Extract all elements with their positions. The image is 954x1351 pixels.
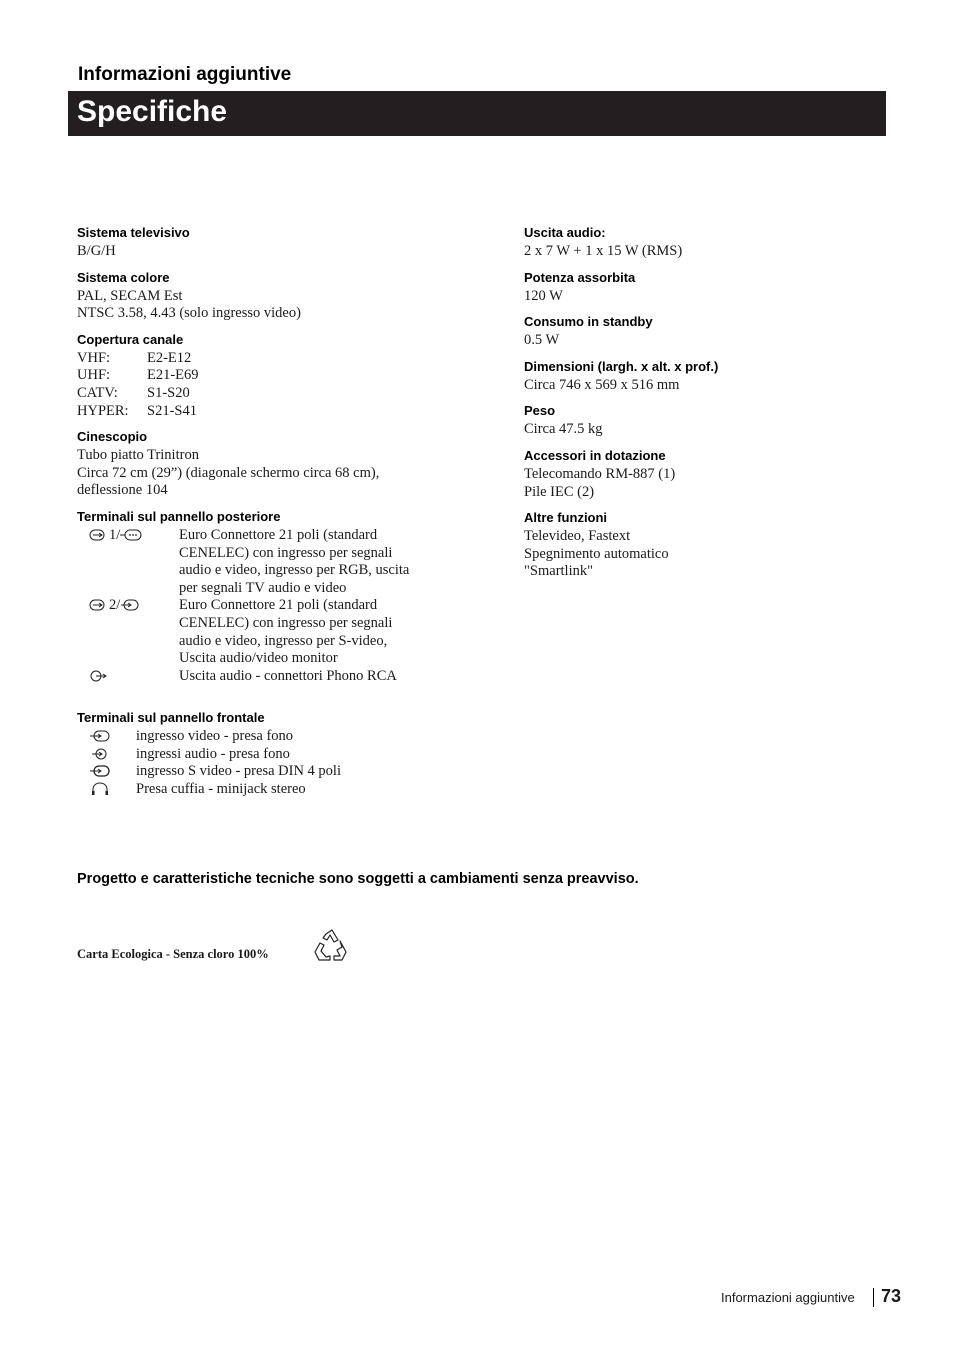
picture-tube-line: Tubo piatto Trinitron (77, 447, 199, 464)
other-functions-heading: Altre funzioni (524, 510, 608, 526)
terminal-desc-line: CENELEC) con ingresso per segnali (179, 614, 393, 631)
terminal-desc-line: Uscita audio - connettori Phono RCA (179, 667, 397, 684)
channel-band: UHF: (77, 367, 111, 384)
footer-divider (873, 1288, 874, 1307)
terminal-desc-line: Euro Connettore 21 poli (standard (179, 526, 378, 543)
accessories-line: Pile IEC (2) (524, 483, 595, 500)
rear-terminals-heading: Terminali sul pannello posteriore (77, 508, 281, 524)
accessories-line: Telecomando RM-887 (1) (524, 465, 676, 482)
other-functions-line: Spegnimento automatico (524, 545, 669, 562)
front-terminal-item (77, 781, 477, 800)
scart-rgb-icon (120, 528, 142, 542)
weight-value: Circa 47.5 kg (524, 421, 603, 438)
other-functions-line: Televideo, Fastext (524, 528, 631, 545)
scart-svideo-icon (120, 598, 140, 612)
rear-terminal-item (77, 597, 477, 667)
terminal-desc-line: audio e video, ingresso per S-video, (179, 632, 388, 649)
channel-range: S21-S41 (147, 402, 197, 419)
dimensions-value: Circa 746 x 569 x 516 mm (524, 376, 680, 393)
front-terminals-heading: Terminali sul pannello frontale (77, 710, 265, 726)
scart-input-icon (89, 598, 109, 612)
power-heading: Potenza assorbita (524, 269, 636, 285)
audio-in-icon (89, 747, 111, 761)
terminal-desc-line: Euro Connettore 21 poli (standard (179, 597, 378, 614)
terminal-desc-line: per segnali TV audio e video (179, 579, 347, 596)
specs-left-column (77, 224, 477, 800)
terminal-desc-line: audio e video, ingresso per RGB, uscita (179, 562, 410, 579)
channel-coverage-heading: Copertura canale (77, 331, 184, 347)
terminal-desc-line: CENELEC) con ingresso per segnali (179, 544, 393, 561)
channel-row (77, 367, 477, 385)
eco-paper-label: Carta Ecologica - Senza cloro 100% (77, 947, 269, 961)
color-system-line: PAL, SECAM Est (77, 287, 183, 304)
picture-tube-line: deflessione 104 (77, 482, 168, 499)
terminal-number: 2/ (109, 597, 121, 614)
terminal-desc-line: Uscita audio/video monitor (179, 650, 338, 667)
power-value: 120 W (524, 287, 563, 304)
change-notice: Progetto e caratteristiche tecniche sono soggetti a cambiamenti senza preavviso. (77, 871, 639, 887)
channel-range: S1-S20 (147, 384, 190, 401)
scart-input-icon (89, 528, 109, 542)
footer-section: Informazioni aggiuntive (721, 1290, 855, 1305)
audio-output-heading: Uscita audio: (524, 225, 606, 240)
audio-out-icon (89, 669, 109, 683)
tv-system-heading: Sistema televisivo (77, 225, 190, 240)
accessories-heading: Accessori in dotazione (524, 447, 666, 463)
specs-right-column (524, 224, 904, 581)
channel-band: HYPER: (77, 402, 129, 419)
standby-heading: Consumo in standby (524, 314, 653, 330)
picture-tube-heading: Cinescopio (77, 429, 148, 445)
front-terminal-item (77, 728, 477, 746)
front-terminal-text: ingresso video - presa fono (136, 728, 294, 745)
front-terminal-text: ingressi audio - presa fono (136, 745, 290, 762)
section-label: Informazioni aggiuntive (78, 64, 292, 85)
headphones-icon (89, 781, 111, 797)
front-terminal-item (77, 763, 477, 781)
page-number: 73 (881, 1286, 902, 1306)
channel-band: VHF: (77, 349, 111, 366)
audio-output-value: 2 x 7 W + 1 x 15 W (RMS) (524, 243, 683, 259)
rear-terminal-item (77, 668, 477, 686)
title-bar (68, 91, 886, 136)
channel-range: E21-E69 (147, 367, 199, 384)
weight-heading: Peso (524, 403, 556, 419)
color-system-line: NTSC 3.58, 4.43 (solo ingresso video) (77, 305, 301, 322)
standby-value: 0.5 W (524, 332, 560, 349)
rear-terminal-item (77, 527, 477, 597)
other-functions-line: "Smartlink" (524, 563, 594, 580)
channel-range: E2-E12 (147, 349, 192, 366)
front-terminal-item (77, 746, 477, 764)
picture-tube-line: Circa 72 cm (29”) (diagonale schermo circa 68 cm), (77, 464, 380, 481)
terminal-number: 1/ (109, 526, 121, 543)
dimensions-heading: Dimensioni (largh. x alt. x prof.) (524, 358, 719, 374)
color-system-heading: Sistema colore (77, 269, 170, 285)
front-terminal-text: ingresso S video - presa DIN 4 poli (136, 763, 341, 780)
tv-system-value: B/G/H (77, 243, 116, 259)
svideo-in-icon (89, 764, 111, 778)
channel-row (77, 350, 477, 368)
video-in-icon (89, 729, 111, 743)
front-terminal-text: Presa cuffia - minijack stereo (136, 781, 306, 798)
recycle-icon (312, 928, 352, 966)
channel-row (77, 403, 477, 421)
channel-row (77, 385, 477, 403)
page-title: Specifiche (77, 95, 228, 128)
channel-band: CATV: (77, 384, 118, 401)
